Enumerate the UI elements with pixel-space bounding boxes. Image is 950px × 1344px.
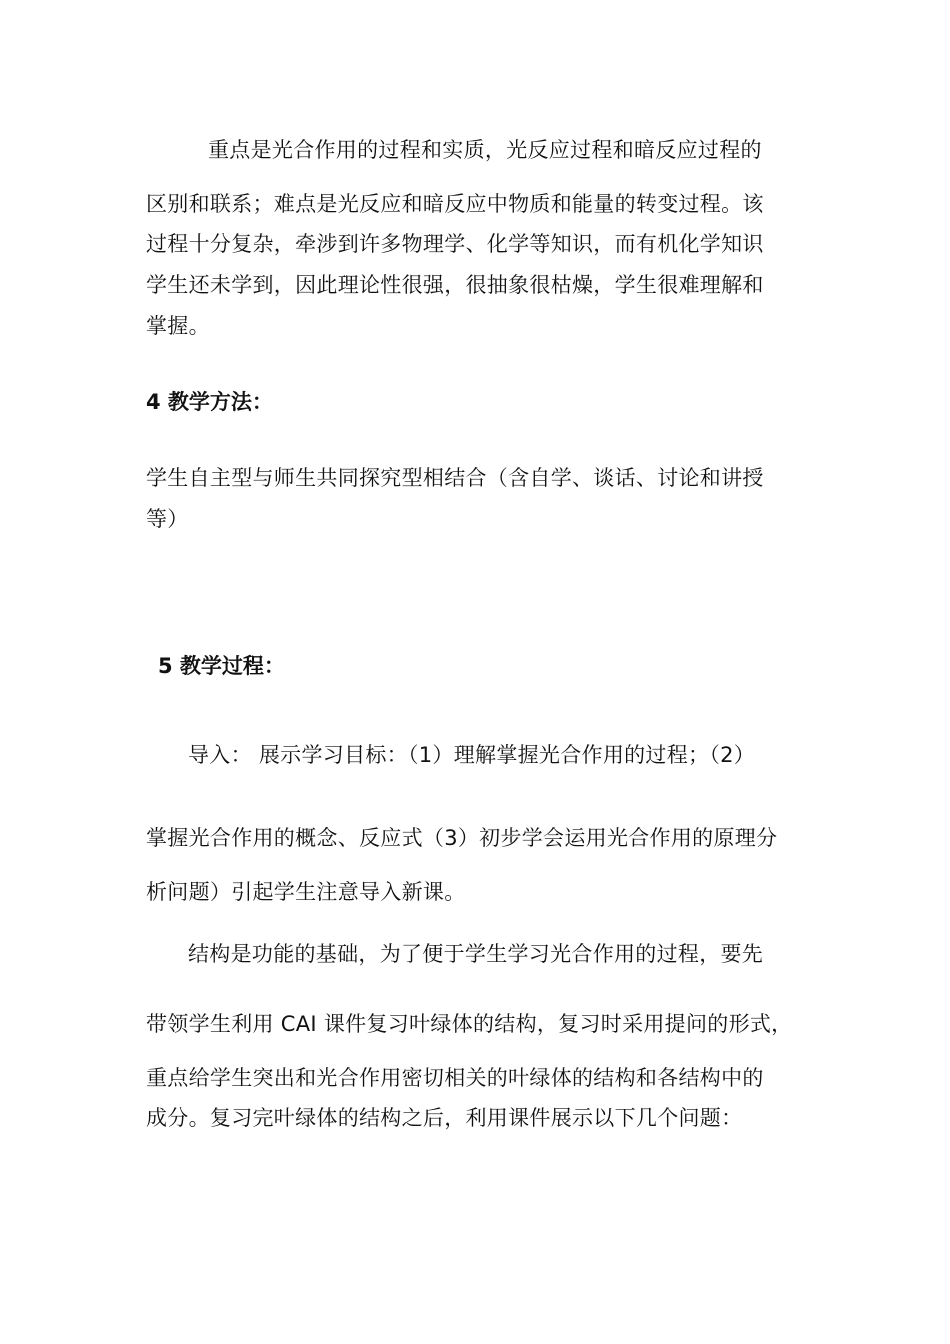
paragraph-line: 导入： 展示学习目标：（1）理解掌握光合作用的过程；（2） xyxy=(188,743,756,767)
section-heading-method: 4 教学方法： xyxy=(146,390,273,414)
paragraph-line: 掌握。 xyxy=(146,314,210,338)
section-heading-process: 5 教学过程： xyxy=(158,654,285,678)
paragraph-line: 析问题）引起学生注意导入新课。 xyxy=(146,880,466,904)
paragraph-line: 重点是光合作用的过程和实质，光反应过程和暗反应过程的 xyxy=(208,138,762,162)
paragraph-line: 重点给学生突出和光合作用密切相关的叶绿体的结构和各结构中的 xyxy=(146,1066,764,1090)
paragraph-line: 等） xyxy=(146,507,189,531)
paragraph-line: 区别和联系；难点是光反应和暗反应中物质和能量的转变过程。该 xyxy=(146,192,764,216)
paragraph-line: 成分。复习完叶绿体的结构之后，利用课件展示以下几个问题： xyxy=(146,1106,743,1130)
paragraph-line: 结构是功能的基础，为了便于学生学习光合作用的过程，要先 xyxy=(188,942,764,966)
paragraph-line: 带领学生利用 CAI 课件复习叶绿体的结构，复习时采用提问的形式， xyxy=(146,1012,793,1036)
paragraph-line: 掌握光合作用的概念、反应式（3）初步学会运用光合作用的原理分 xyxy=(146,826,778,850)
paragraph-line: 学生自主型与师生共同探究型相结合（含自学、谈话、讨论和讲授 xyxy=(146,466,764,490)
paragraph-line: 学生还未学到，因此理论性很强，很抽象很枯燥，学生很难理解和 xyxy=(146,273,764,297)
paragraph-line: 过程十分复杂，牵涉到许多物理学、化学等知识，而有机化学知识 xyxy=(146,232,764,256)
